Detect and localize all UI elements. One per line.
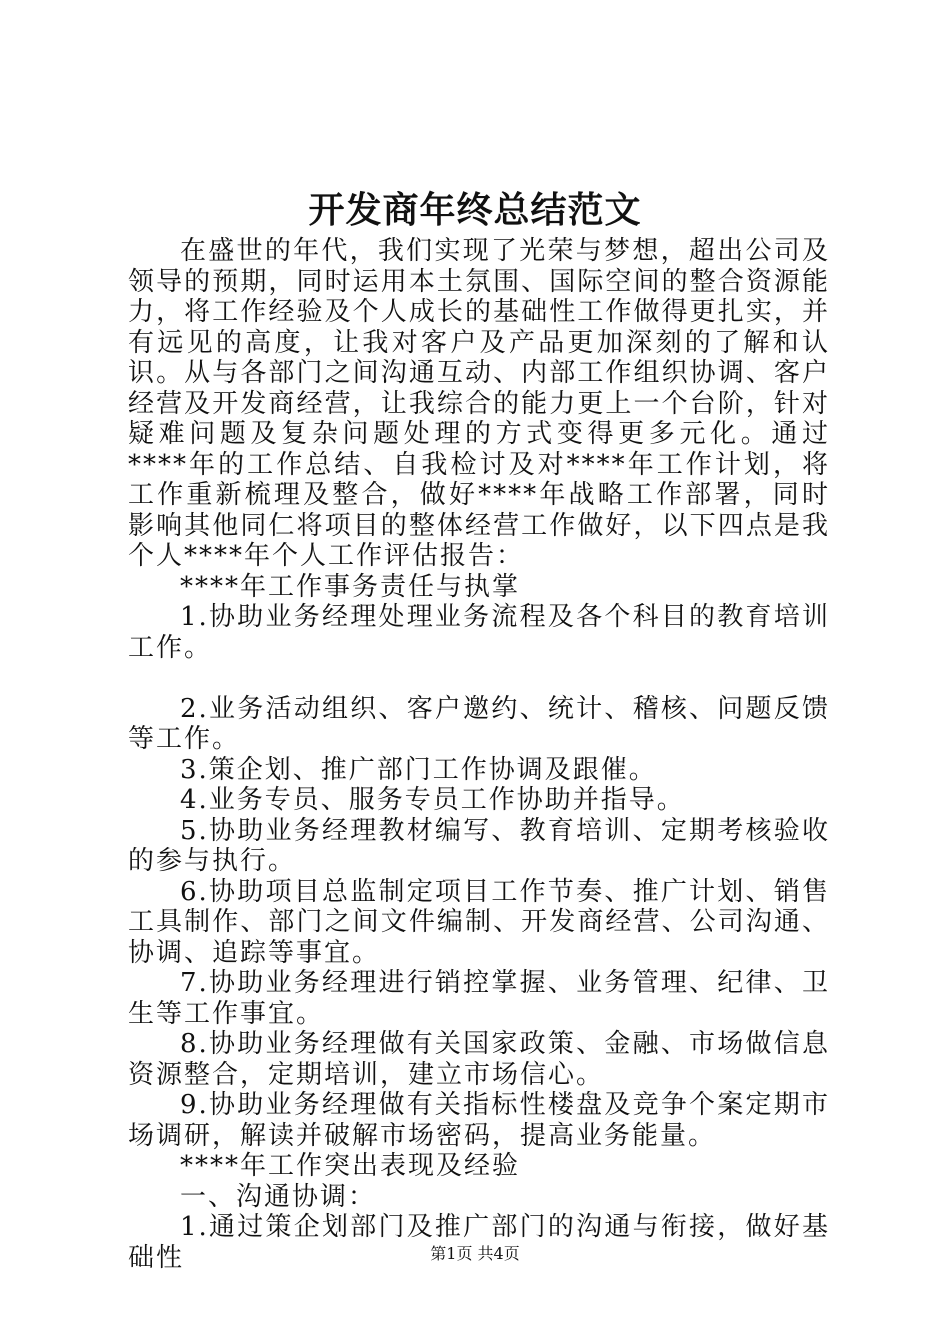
list-item-8: 8.协助业务经理做有关国家政策、金融、市场做信息资源整合，定期培训，建立市场信心。 bbox=[128, 1029, 830, 1090]
document-body bbox=[128, 236, 830, 1273]
document-title: 开发商年终总结范文 bbox=[308, 189, 642, 231]
section-heading-duties: ****年工作事务责任与执掌 bbox=[180, 571, 521, 602]
section-heading-performance: ****年工作突出表现及经验 bbox=[180, 1151, 521, 1181]
list-item-3: 3.策企划、推广部门工作协调及跟催。 bbox=[180, 754, 657, 785]
list-item-9: 9.协助业务经理做有关指标性楼盘及竞争个案定期市场调研，解读并破解市场密码，提高业务能量。 bbox=[128, 1090, 830, 1151]
subsection-heading-communication: 一、沟通协调： bbox=[180, 1181, 377, 1212]
list-item-1: 1.协助业务经理处理业务流程及各个科目的教育培训工作。 bbox=[128, 602, 830, 663]
list-item-2: 2.业务活动组织、客户邀约、统计、稽核、问题反馈等工作。 bbox=[128, 693, 830, 754]
list-item-5: 5.协助业务经理教材编写、教育培训、定期考核验收的参与执行。 bbox=[128, 815, 830, 876]
list-item-7: 7.协助业务经理进行销控掌握、业务管理、纪律、卫生等工作事宜。 bbox=[128, 968, 830, 1029]
list-item-6: 6.协助项目总监制定项目工作节奏、推广计划、销售工具制作、部门之间文件编制、开发商经营、公司沟通、协调、追踪等事宜。 bbox=[128, 876, 830, 968]
communication-item-1: 1.通过策企划部门及推广部门的沟通与衔接，做好基础性 bbox=[128, 1212, 830, 1273]
list-item-4: 4.业务专员、服务专员工作协助并指导。 bbox=[180, 785, 685, 815]
page-footer: 第1页 共4页 bbox=[430, 1244, 520, 1263]
paragraph-intro: 在盛世的年代，我们实现了光荣与梦想，超出公司及领导的预期，同时运用本土氛围、国际空间的整合资源能力，将工作经验及个人成长的基础性工作做得更扎实，并有远见的高度，让我对客户及产品更加深刻的了解和认识。从与各部门之间沟通互动、内部工作组织协调、客户经营及开发商经营，让我综合的能力更上一个台阶，针对疑难问题及复杂问题处理的方式变得更多元化。通过****年的工作总结、自我检讨及对****年工作计划，将工作重新梳理及整合，做好****年战略工作部署，同时影响其他同仁将项目的整体经营工作做好，以下四点是我个人****年个人工作评估报告： bbox=[128, 236, 830, 571]
